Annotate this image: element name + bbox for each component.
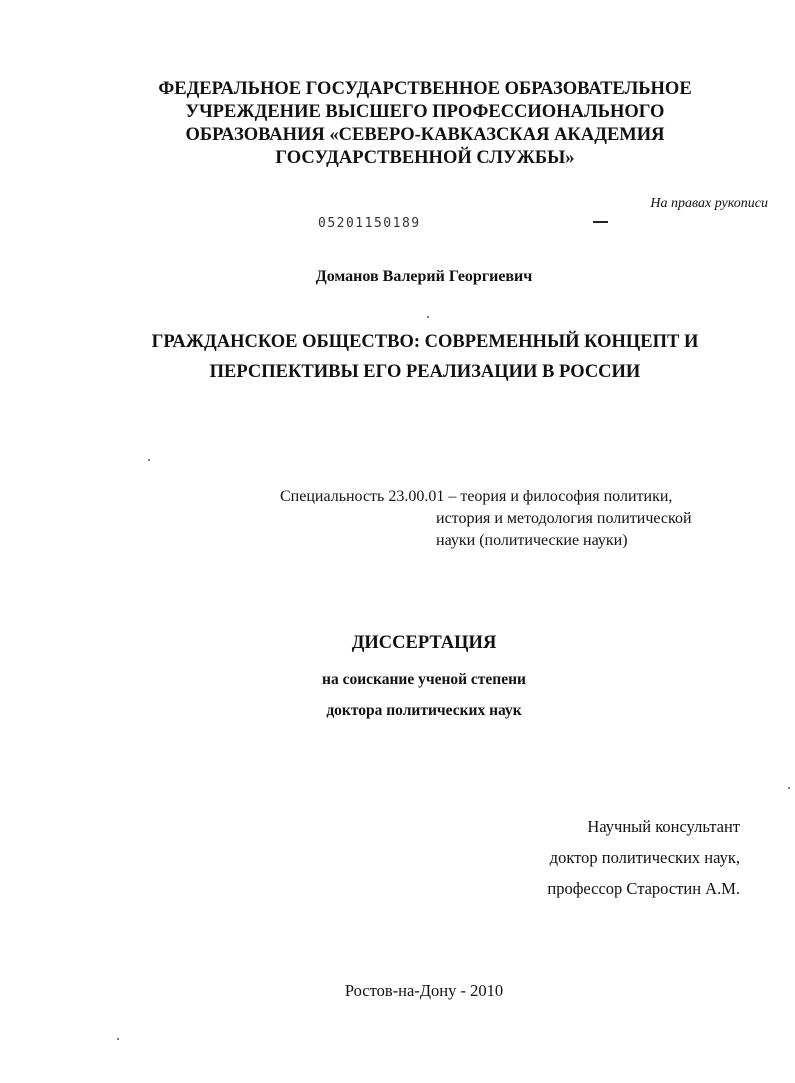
specialty-line: науки (политические науки) — [436, 532, 628, 549]
degree-block — [0, 664, 795, 726]
consultant-line: Научный консультант — [587, 817, 740, 836]
library-stamp-number: 05201150189 — [318, 216, 421, 231]
scan-speck — [788, 787, 790, 789]
institution-line: ФЕДЕРАЛЬНОЕ ГОСУДАРСТВЕННОЕ ОБРАЗОВАТЕЛЬНОЕ — [158, 79, 692, 99]
title-line: ПЕРСПЕКТИВЫ ЕГО РЕАЛИЗАЦИИ В РОССИИ — [209, 362, 641, 382]
scientific-consultant — [470, 811, 740, 904]
consultant-line: доктор политических наук, — [549, 848, 740, 867]
city-year: Ростов-на-Дону - 2010 — [344, 981, 504, 1000]
specialty-line: история и методология политической — [436, 510, 692, 527]
dissertation-title — [110, 327, 740, 387]
title-line: ГРАЖДАНСКОЕ ОБЩЕСТВО: СОВРЕМЕННЫЙ КОНЦЕПТ И — [151, 332, 699, 352]
dash-mark — [593, 221, 608, 223]
institution-line: УЧРЕЖДЕНИЕ ВЫСШЕГО ПРОФЕССИОНАЛЬНОГО — [185, 102, 665, 122]
specialty-block — [280, 486, 760, 552]
institution-line: ГОСУДАРСТВЕННОЙ СЛУЖБЫ» — [275, 148, 575, 168]
degree-line: на соискание ученой степени — [322, 671, 526, 688]
institution-line: ОБРАЗОВАНИЯ «СЕВЕРО-КАВКАЗСКАЯ АКАДЕМИЯ — [185, 125, 665, 145]
degree-line: доктора политических наук — [326, 702, 522, 719]
scan-speck — [427, 316, 429, 318]
scan-speck — [148, 459, 150, 461]
manuscript-rights-note: На правах рукописи — [650, 196, 768, 211]
consultant-line: профессор Старостин А.М. — [547, 879, 740, 898]
institution-name — [100, 78, 750, 170]
specialty-line: Специальность 23.00.01 – теория и философия политики, — [280, 488, 673, 505]
document-type-heading: ДИССЕРТАЦИЯ — [351, 633, 497, 653]
author-name: Доманов Валерий Георгиевич — [315, 268, 533, 285]
scan-speck — [117, 1038, 119, 1040]
